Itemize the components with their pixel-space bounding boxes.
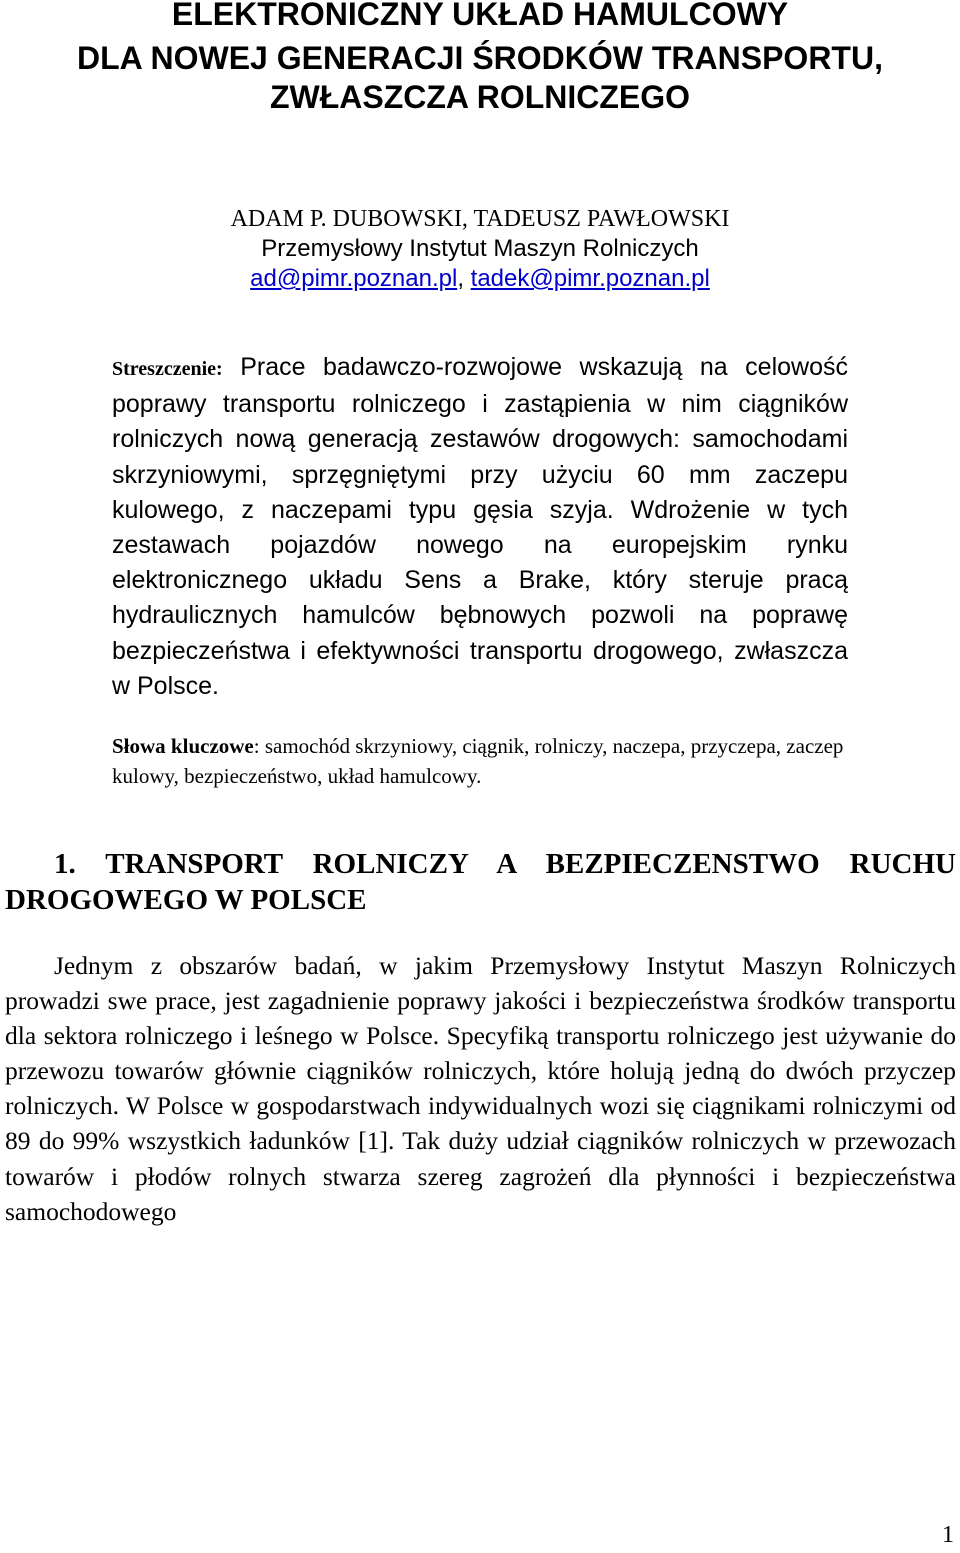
author-names: ADAM P. DUBOWSKI, TADEUSZ PAWŁOWSKI xyxy=(230,206,730,232)
section-heading-line-2: DROGOWEGO W POLSCE xyxy=(5,884,367,916)
email-separator: , xyxy=(457,265,471,292)
author-block xyxy=(0,204,960,294)
abstract xyxy=(112,350,848,704)
section-heading-line-1: 1. TRANSPORT ROLNICZY A BEZPIECZENSTWO RUCHU xyxy=(54,848,956,880)
body-paragraph: Jednym z obszarów badań, w jakim Przemysłowy Instytut Maszyn Rolniczych prowadzi swe prace, jest zagadnienie poprawy jakości i bezpieczeństwa środków transportu dla sektora rolniczego i leśnego w Polsce. Specyfiką transportu rolniczego jest używanie do przewozu towarów głównie ciągników rolniczych, które holują jedną do dwóch przyczep rolniczych. W Polsce w gospodarstwach indywidualnych wozi się ciągnikami rolniczymi od 89 do 99% wszystkich ładunków [1]. Tak duży udział ciągników rolniczych w przewozach towarów i płodów rolnych stwarza szereg zagrożeń dla płynności i bezpieczeństwa samochodowego xyxy=(5,951,956,1226)
title-line-3: ZWŁASZCZA ROLNICZEGO xyxy=(269,79,691,115)
abstract-text: Prace badawczo-rozwojowe wskazują na celowość poprawy transportu rolniczego i zastąpienia w nim ciągników rolniczych nową generacją zestawów drogowych: samochodami skrzyniowymi, sprzęgniętymi przy użyciu 60 mm zaczepu kulowego, z naczepami typu gęsia szyja. Wdrożenie w tych zestawach pojazdów nowego na europejskim rynku elektronicznego układu Sens a Brake, który steruje pracą hydraulicznych hamulców bębnowych pozwoli na poprawę bezpieczeństwa i efektywności transportu drogowego, zwłaszcza w Polsce. xyxy=(112,353,848,700)
title-line-1: ELEKTRONICZNY UKŁAD HAMULCOWY xyxy=(171,0,789,32)
page-number: 1 xyxy=(942,1522,954,1548)
email-link-2[interactable]: tadek@pimr.poznan.pl xyxy=(470,265,710,292)
keywords-label: Słowa kluczowe xyxy=(112,734,254,758)
author-emails xyxy=(0,264,960,294)
email-link-1[interactable]: ad@pimr.poznan.pl xyxy=(250,265,458,292)
author-institute: Przemysłowy Instytut Maszyn Rolniczych xyxy=(261,235,699,262)
title-line-2: DLA NOWEJ GENERACJI ŚRODKÓW TRANSPORTU, xyxy=(77,40,883,76)
section-heading xyxy=(5,846,956,918)
keywords-text: : samochód skrzyniowy, ciągnik, rolniczy, naczepa, przyczepa, zaczep kulowy, bezpieczeństwo, układ hamulcowy. xyxy=(112,734,844,788)
keywords xyxy=(112,731,848,791)
abstract-label: Streszczenie: xyxy=(112,358,223,380)
